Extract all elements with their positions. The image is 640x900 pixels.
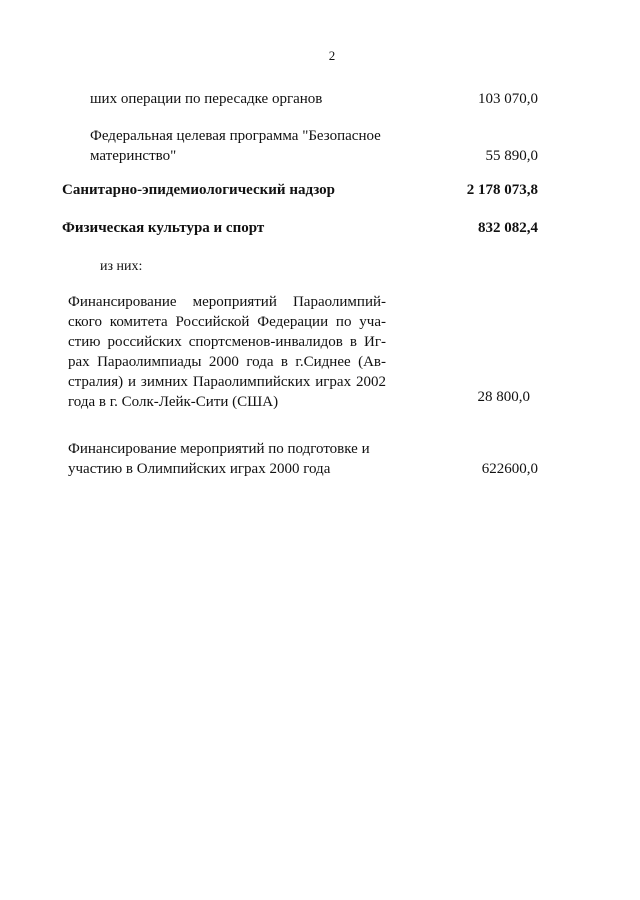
row-description (68, 292, 386, 412)
row-description (68, 439, 370, 479)
desc-line: Физическая культура и спорт (62, 220, 265, 236)
row-description (62, 180, 335, 200)
row-description (90, 126, 381, 166)
desc-line: стралия) и зимних Параолимпийских играх 2002 (68, 374, 386, 390)
row-description (62, 218, 264, 238)
row-amount: 28 800,0 (477, 389, 530, 405)
desc-line: Финансирование мероприятий Параолимпий- (68, 294, 386, 310)
desc-line: участию в Олимпийских играх 2000 года (68, 461, 331, 477)
desc-line: Финансирование мероприятий по подготовке и (68, 441, 370, 457)
desc-line: года в г. Солк-Лейк-Сити (США) (68, 394, 279, 410)
desc-line: ших операции по пересадке органов (90, 91, 323, 107)
desc-line: стию российских спортсменов-инвалидов в Иг- (68, 334, 386, 350)
row-amount: 622600,0 (481, 461, 538, 477)
desc-line: материнство" (90, 148, 177, 164)
row-amount: 103 070,0 (478, 91, 538, 107)
subheading-text (100, 257, 142, 277)
row-amount: 832 082,4 (478, 220, 538, 236)
desc-line: Санитарно-эпидемиологический надзор (62, 182, 336, 198)
desc-line: Федеральная целевая программа "Безопасное (90, 128, 381, 144)
row-amount: 2 178 073,8 (466, 182, 538, 198)
desc-line: из них: (100, 259, 143, 274)
desc-line: рах Параолимпиады 2000 года в г.Сиднее (Ав- (68, 354, 386, 370)
row-description (90, 89, 322, 109)
desc-line: ского комитета Российской Федерации по уча- (68, 314, 386, 330)
row-amount: 55 890,0 (485, 148, 538, 164)
page-number: 2 (328, 48, 336, 63)
